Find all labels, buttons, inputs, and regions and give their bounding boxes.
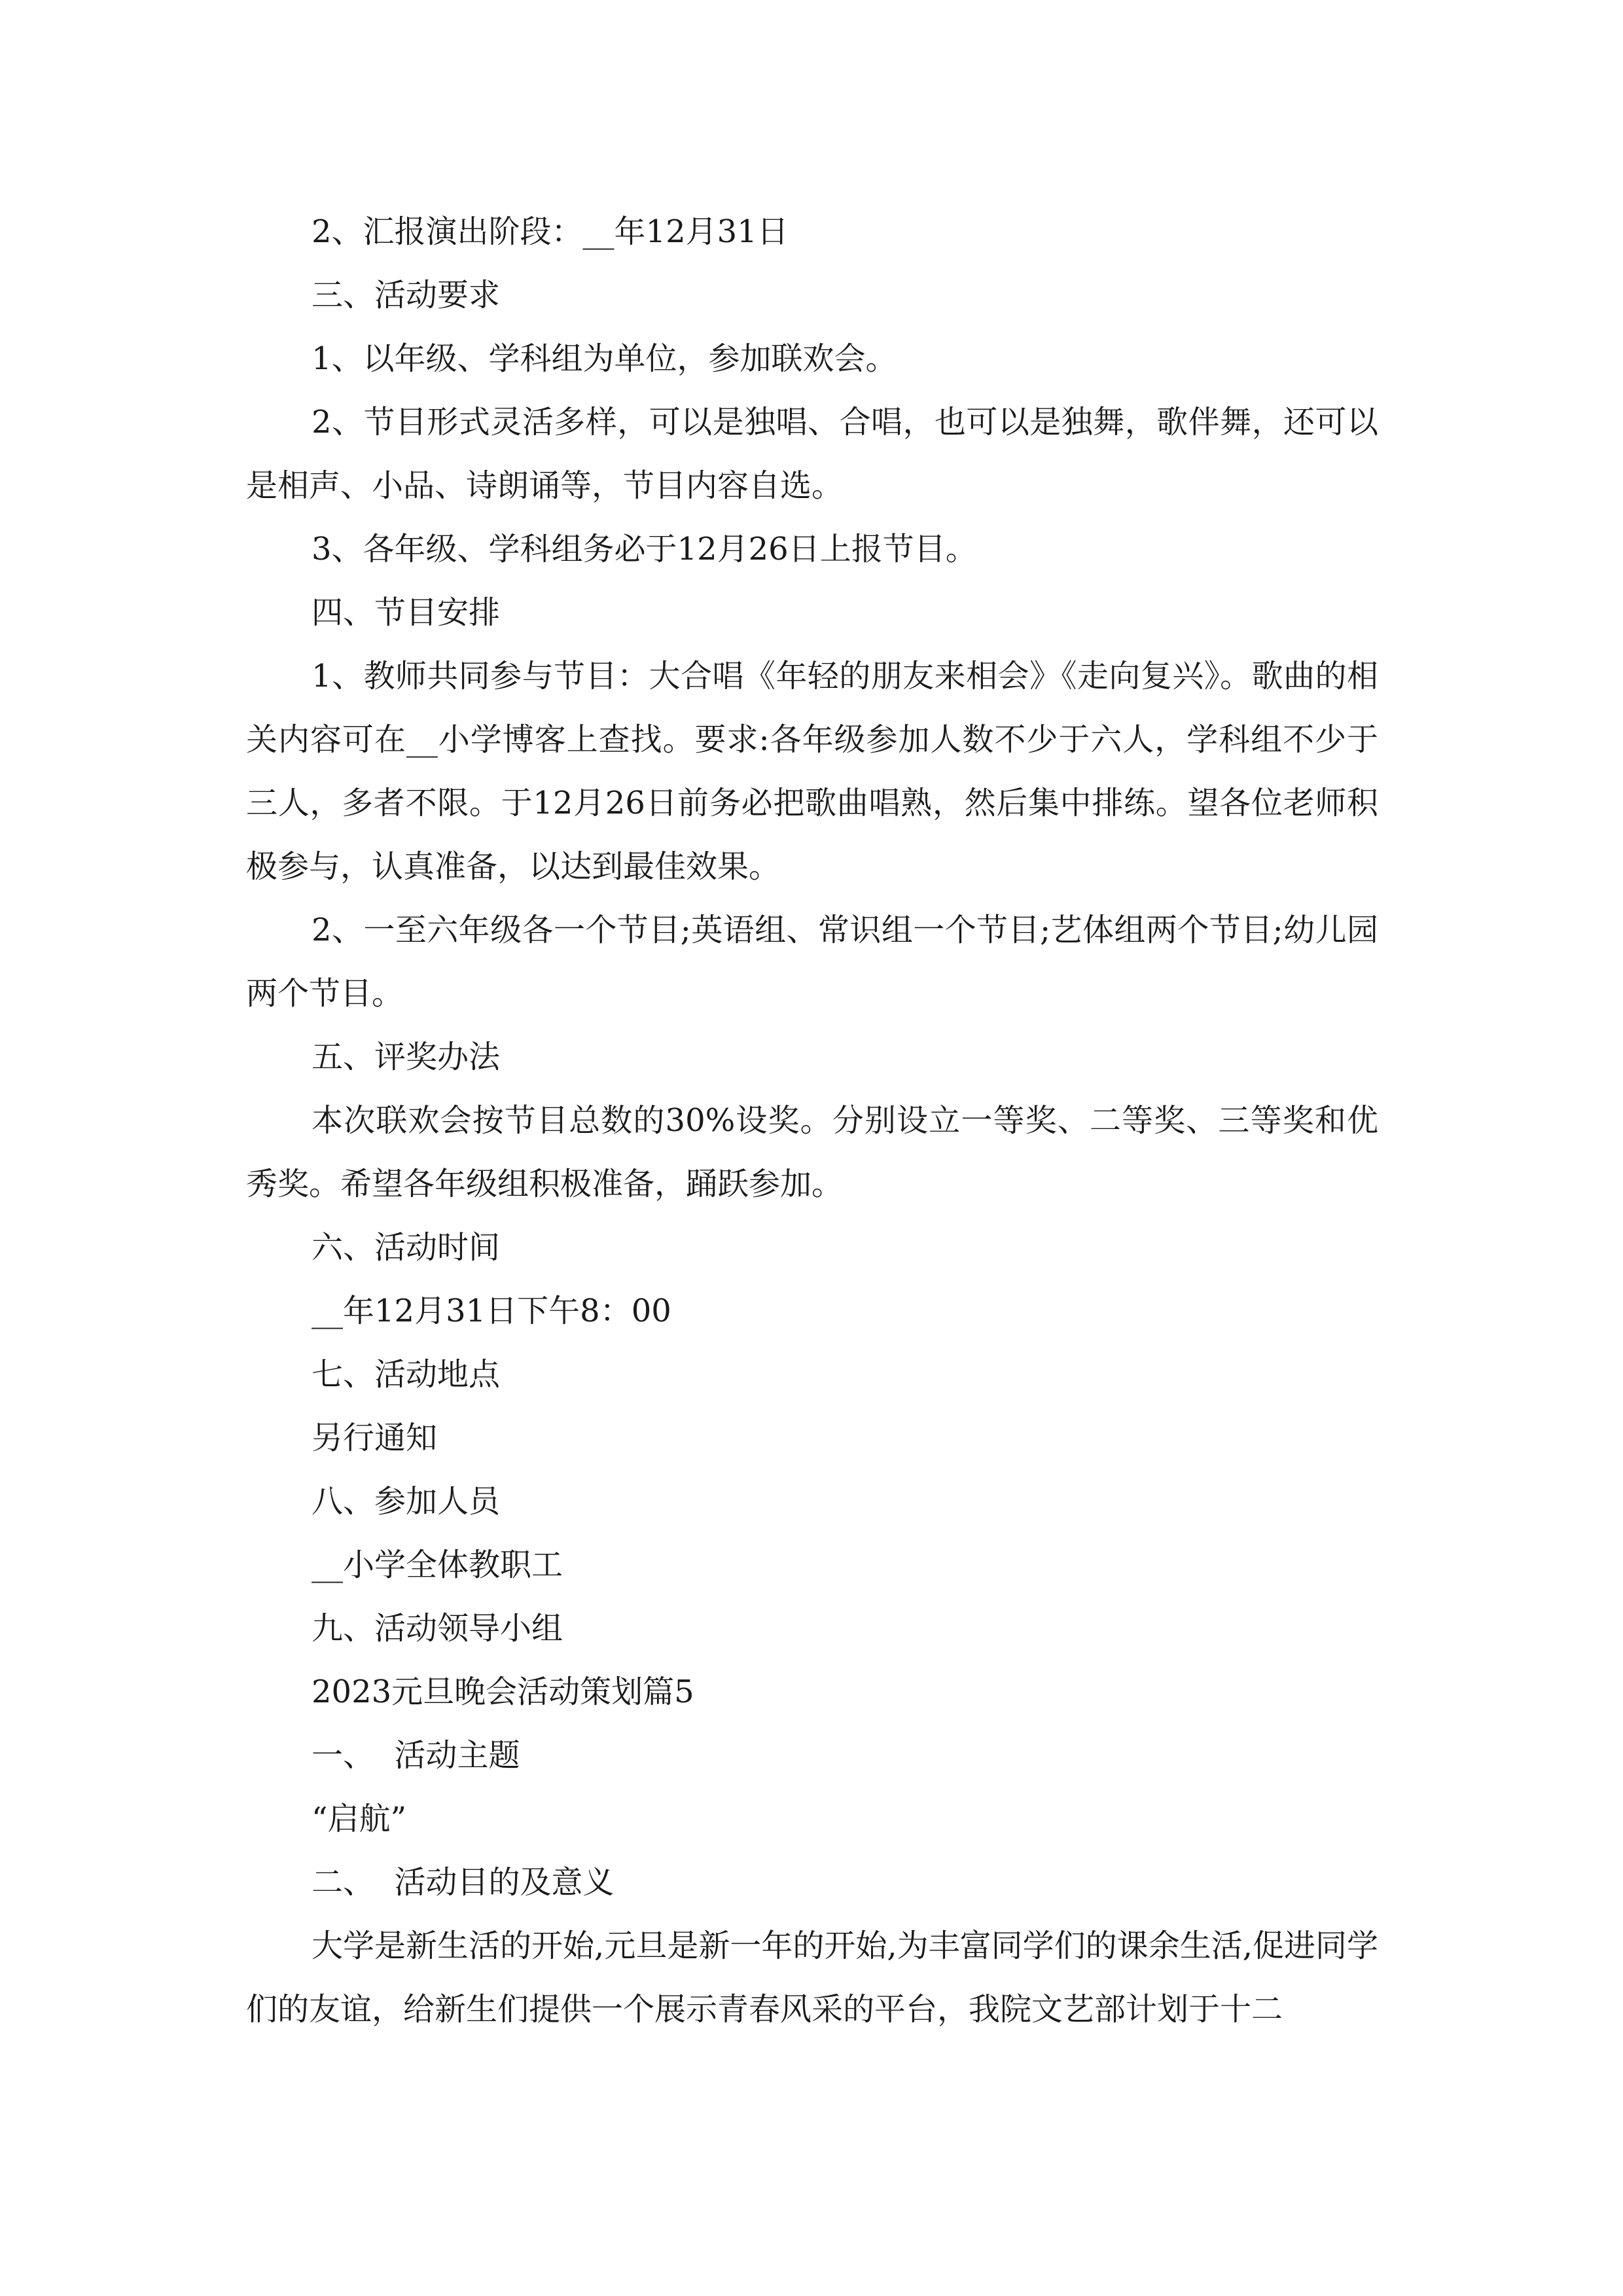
- paragraph-activity-theme: “启航”: [312, 1801, 407, 1837]
- heading-award-method: 五、评奖办法: [312, 1039, 501, 1075]
- paragraph-program-1: 1、教师共同参与节目：大合唱《年轻的朋友来相会》《走向复兴》。歌曲的相关内容可在__小学博客上查找。要求:各年级参加人数不少于六人，学科组不少于三人，多者不限。于12月26日前务必把歌曲唱熟，然后集中排练。望各位老师积极参与，认真准备，以达到最佳效果。: [246, 658, 1378, 885]
- heading-activity-theme: 一、 活动主题: [312, 1737, 520, 1774]
- paragraph-program-2: 2、一至六年级各一个节目;英语组、常识组一个节目;艺体组两个节目;幼儿园两个节目。: [246, 912, 1378, 1012]
- paragraph-requirement-3: 3、各年级、学科组务必于12月26日上报节目。: [312, 531, 977, 567]
- heading-activity-requirements: 三、活动要求: [312, 277, 501, 314]
- heading-activity-time: 六、活动时间: [312, 1229, 501, 1266]
- heading-participants: 八、参加人员: [312, 1483, 501, 1520]
- heading-purpose-significance: 二、 活动目的及意义: [312, 1864, 615, 1901]
- paragraph-award-details: 本次联欢会按节目总数的30%设奖。分别设立一等奖、二等奖、三等奖和优秀奖。希望各年级组积极准备，踊跃参加。: [246, 1102, 1378, 1202]
- document-body: [246, 200, 1378, 2041]
- paragraph-activity-location: 另行通知: [312, 1420, 438, 1456]
- paragraph-requirement-1: 1、以年级、学科组为单位，参加联欢会。: [312, 340, 897, 377]
- paragraph-activity-time: __年12月31日下午8：00: [312, 1293, 671, 1329]
- heading-leadership-group: 九、活动领导小组: [312, 1610, 563, 1647]
- heading-program-arrangement: 四、节目安排: [312, 594, 501, 631]
- section-title-plan-5: 2023元旦晚会活动策划篇5: [312, 1674, 694, 1710]
- paragraph-report-stage: 2、汇报演出阶段：__年12月31日: [312, 213, 789, 250]
- heading-activity-location: 七、活动地点: [312, 1356, 501, 1393]
- paragraph-requirement-2: 2、节目形式灵活多样，可以是独唱、合唱，也可以是独舞，歌伴舞，还可以是相声、小品、诗朗诵等，节目内容自选。: [246, 404, 1378, 504]
- paragraph-purpose-details: 大学是新生活的开始,元旦是新一年的开始,为丰富同学们的课余生活,促进同学们的友谊，给新生们提供一个展示青春风采的平台，我院文艺部计划于十二: [246, 1928, 1378, 2028]
- paragraph-participants: __小学全体教职工: [312, 1547, 563, 1583]
